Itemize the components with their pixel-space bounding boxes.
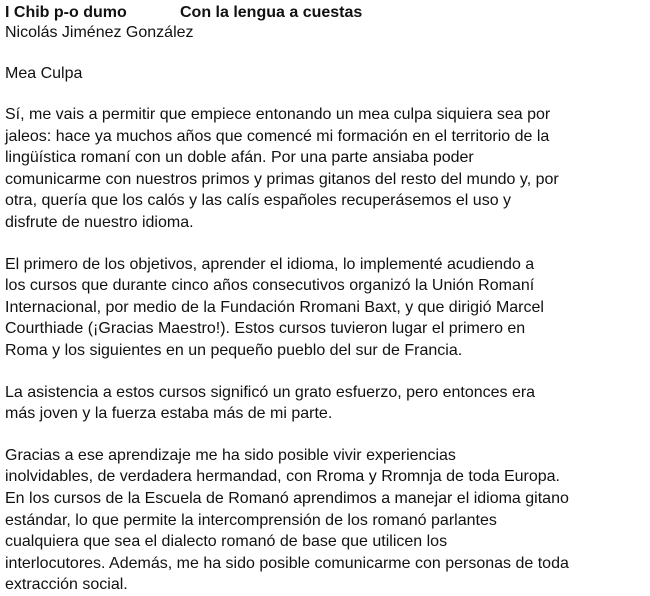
paragraph-1: Sí, me vais a permitir que empiece entonando un mea culpa siquiera sea por jaleos: hace ya muchos años que comencé mi formación en el territorio de la lingüística romaní con un doble afán. Por una parte ansiaba poder comunicarme con nuestros primos y primas gitanos del resto del mundo y, por otra, quería que los calós y las calís españoles recuperásemos el uso y disfrute de nuestro idioma. (5, 106, 559, 231)
section-title: Mea Culpa (5, 65, 83, 82)
author-name: Nicolás Jiménez González (5, 24, 194, 41)
series-title: I Chib p-o dumo (5, 4, 127, 21)
paragraph-2: El primero de los objetivos, aprender el idioma, lo implementé acudiendo a los cursos que durante cinco años consecutivos organizó la Unión Romaní Internacional, por medio de la Fundación Rromani Baxt, y que dirigió Marcel Courthiade (¡Gracias Maestro!). Estos cursos tuvieron lugar el primero en Roma y los siguientes en un pequeño pueblo del sur de Francia. (5, 255, 544, 359)
paragraph-4: Gracias a ese aprendizaje me ha sido posible vivir experiencias inolvidables, de verdadera hermandad, con Rroma y Rromnja de toda Europa. En los cursos de la Escuela de Romanó aprendimos a manejar el idioma gitano estándar, lo que permite la intercomprensión de los romanó parlantes cualquiera que sea el dialecto romanó de base que utilicen los interlocutores. Además, me ha sido posible comunicarme con personas de toda extracción social. (5, 446, 569, 594)
document-header (5, 3, 645, 23)
document-page (5, 3, 645, 596)
paragraph-3: La asistencia a estos cursos significó un grato esfuerzo, pero entonces era más joven y la fuerza estaba más de mi parte. (5, 383, 536, 423)
article-title: Con la lengua a cuestas (180, 4, 363, 21)
